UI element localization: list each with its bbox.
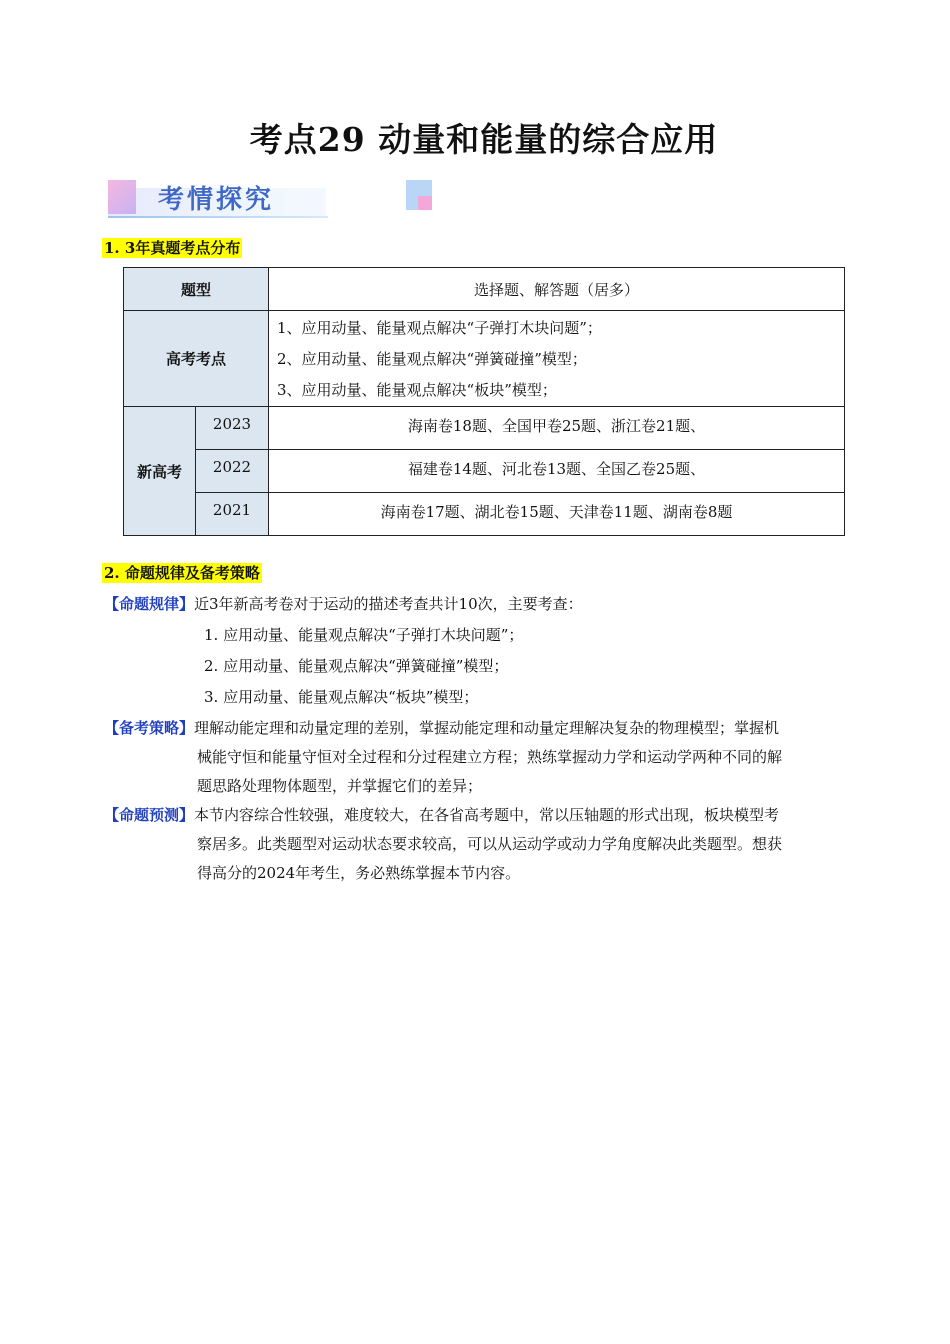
year-cell: 2021 xyxy=(196,493,269,536)
exam-distribution-table xyxy=(123,267,845,536)
rule-item: 2. 应用动量、能量观点解决“弹簧碰撞”模型； xyxy=(204,657,509,675)
year-cell: 2022 xyxy=(196,450,269,493)
point-item: 3、应用动量、能量观点解决“板块”模型； xyxy=(277,381,557,399)
forecast-line: 察居多。此类题型对运动状态要求较高，可以从运动学或动力学角度解决此类题型。想获 xyxy=(197,835,783,853)
section1-heading: 1. 3年真题考点分布 xyxy=(104,239,241,257)
section-banner xyxy=(108,178,330,222)
rule-text: 近3年新高考卷对于运动的描述考查共计10次，主要考查： xyxy=(194,595,583,613)
strategy-tag: 【备考策略】 xyxy=(104,719,195,737)
rule-paragraph xyxy=(104,590,583,619)
rule-tag: 【命题规律】 xyxy=(104,595,195,613)
year-content: 福建卷14题、河北卷13题、全国乙卷25题、 xyxy=(269,450,845,493)
forecast-paragraph xyxy=(104,801,779,830)
rule-item: 3. 应用动量、能量观点解决“板块”模型； xyxy=(204,688,479,706)
point-item: 1、应用动量、能量观点解决“子弹打木块问题”； xyxy=(277,319,602,337)
strategy-line: 理解动能定理和动量定理的差别，掌握动能定理和动量定理解决复杂的物理模型；掌握机 xyxy=(194,719,780,737)
year-cell: 2023 xyxy=(196,407,269,450)
banner-left-decoration xyxy=(108,180,136,214)
point-item: 2、应用动量、能量观点解决“弹簧碰撞”模型； xyxy=(277,350,587,368)
page-title: 考点29 动量和能量的综合应用 xyxy=(249,120,719,159)
rule-item: 1. 应用动量、能量观点解决“子弹打木块问题”； xyxy=(204,626,524,644)
year-content: 海南卷17题、湖北卷15题、天津卷11题、湖南卷8题 xyxy=(269,493,845,536)
banner-title: 考情探究 xyxy=(158,185,275,215)
forecast-line: 得高分的2024年考生，务必熟练掌握本节内容。 xyxy=(197,864,521,882)
year-content: 海南卷18题、全国甲卷25题、浙江卷21题、 xyxy=(269,407,845,450)
strategy-paragraph xyxy=(104,714,779,743)
strategy-line: 械能守恒和能量守恒对全过程和分过程建立方程；熟练掌握动力学和运动学两种不同的解 xyxy=(197,748,783,766)
forecast-tag: 【命题预测】 xyxy=(104,806,195,824)
type-value: 选择题、解答题（居多） xyxy=(269,268,845,311)
banner-right-accent xyxy=(418,196,432,210)
new-exam-label: 新高考 xyxy=(124,407,196,536)
section2-heading: 2. 命题规律及备考策略 xyxy=(104,564,260,582)
points-list xyxy=(269,311,845,407)
type-label: 题型 xyxy=(124,268,269,311)
banner-underline xyxy=(108,216,328,218)
strategy-line: 题思路处理物体题型，并掌握它们的差异； xyxy=(197,777,483,795)
forecast-line: 本节内容综合性较强，难度较大，在各省高考题中，常以压轴题的形式出现，板块模型考 xyxy=(194,806,780,824)
points-label: 高考考点 xyxy=(124,311,269,407)
